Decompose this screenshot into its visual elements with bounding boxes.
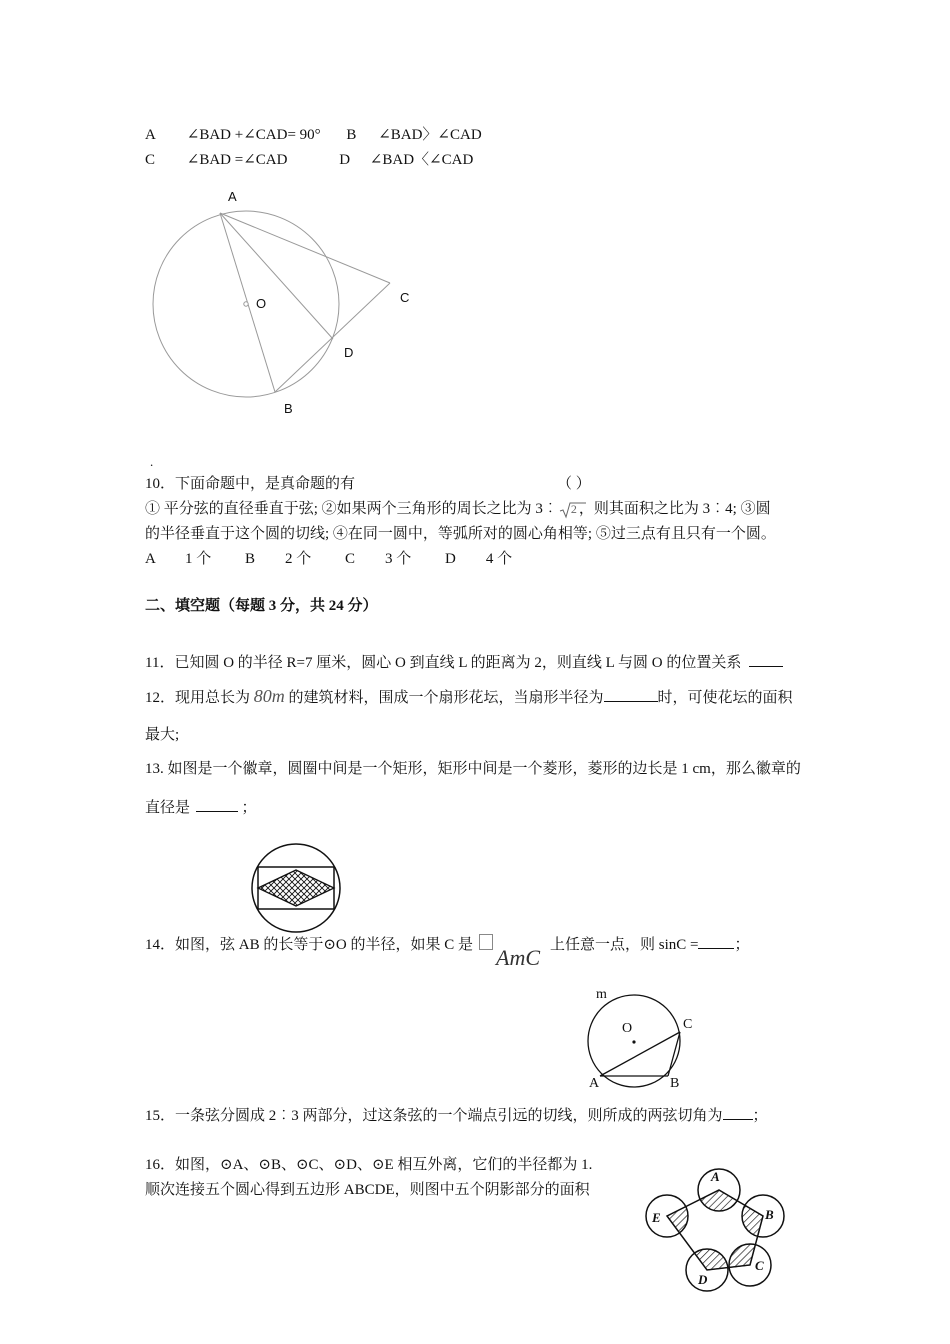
q16-shaded-sector-d: [695, 1249, 728, 1270]
q14-text-a: 14．如图，弦 AB 的长等于⊙O 的半径，如果 C 是: [145, 937, 473, 953]
q13-text-a: 13. 如图是一个徽章，圆圈中间是一个矩形，矩形中间是一个菱形，菱形的边长是 1 cm，那么徽章的: [145, 761, 801, 777]
q9-option-b-text: ∠BAD〉∠CAD: [378, 127, 482, 143]
q9-option-c-text: ∠BAD =∠CAD: [186, 152, 288, 168]
q14-arc-label: AmC: [496, 945, 540, 970]
q12-text-d: 最大;: [145, 727, 180, 743]
q9-dot: .: [150, 454, 154, 469]
q9-option-c-letter: C: [145, 152, 156, 168]
q16-line1: 16．如图，⊙A、⊙B、⊙C、⊙D、⊙E 相互外离，它们的半径都为 1.: [145, 1157, 593, 1173]
q10-option-b: B 2 个: [245, 551, 312, 567]
q9-option-d-text: ∠BAD〈∠CAD: [369, 152, 474, 168]
q12-math: 80m: [253, 686, 285, 706]
q16-shaded-sector-a: [700, 1190, 737, 1211]
q13-text-c: ；: [241, 800, 257, 816]
q14-text-c: ；: [734, 937, 750, 953]
q10-option-c: C 3 个: [345, 551, 412, 567]
q14-label-a: A: [589, 1076, 600, 1091]
q9-option-d-letter: D: [339, 152, 351, 168]
q16-label-a: A: [711, 1169, 720, 1184]
q11-text: 11．已知圆 O 的半径 R=7 厘米，圆心 O 到直线 L 的距离为 2，则直线 L 与圆 O 的位置关系: [145, 655, 742, 671]
q10-line2: 的半径垂直于这个圆的切线; ④在同一圆中，等弧所对的圆心角相等; ⑤过三点有且只有一个圆。: [145, 526, 776, 542]
q16-label-c: C: [755, 1258, 764, 1273]
q12-text-c: 时，可使花坛的面积: [657, 690, 793, 706]
section-title: 二、填空题（每题 3 分，共 24 分）: [145, 598, 378, 614]
q9-label-b: B: [284, 401, 293, 416]
q10-option-a: A 1 个: [145, 551, 212, 567]
q16-label-b: B: [765, 1207, 774, 1222]
q16-shaded-sector-b: [742, 1205, 763, 1236]
q16-label-d: D: [698, 1272, 708, 1287]
q9-option-b-letter: B: [346, 127, 357, 143]
q9-label-a: A: [228, 189, 237, 204]
q14-text-b: 上任意一点，则 sinC =: [550, 937, 699, 953]
q9-label-d: D: [344, 345, 354, 360]
q14-label-b: B: [670, 1076, 680, 1091]
q16-shaded-sector-e: [667, 1207, 688, 1233]
q9-label-c: C: [400, 290, 410, 305]
q12-text-a: 12．现用总长为: [145, 690, 251, 706]
q9-label-o: O: [256, 296, 267, 311]
q16-label-e: E: [652, 1210, 661, 1225]
q16-shaded-sector-c: [729, 1244, 755, 1267]
q10-sqrt-number: 2: [570, 502, 577, 516]
q15-text-a: 15．一条弦分圆成 2︰3 两部分，过这条弦的一个端点引远的切线，则所成的两弦切角为: [145, 1108, 723, 1124]
q10-line1-part-b: ，则其面积之比为 3︰4; ③圆: [578, 501, 771, 517]
q12-text-b: 的建筑材料，围成一个扇形花坛，当扇形半径为: [288, 690, 604, 706]
q10-option-d: D 4 个: [445, 551, 513, 567]
q16-line2: 顺次连接五个圆心得到五边形 ABCDE，则图中五个阴影部分的面积: [145, 1182, 590, 1198]
q9-option-a-letter: A: [145, 127, 156, 143]
q10-answer-paren: （ ）: [557, 476, 591, 492]
q10-stem-text: 10．下面命题中，是真命题的有: [145, 476, 356, 492]
q14-label-o: O: [622, 1021, 633, 1036]
q10-line1-part-a: ① 平分弦的直径垂直于弦; ②如果两个三角形的周长之比为 3︰: [145, 501, 558, 517]
q15-text-b: ；: [752, 1108, 768, 1124]
q13-text-b: 直径是: [145, 800, 191, 816]
q9-option-a-text: ∠BAD +∠CAD= 90°: [186, 127, 321, 143]
q14-label-c: C: [683, 1017, 693, 1032]
q14-label-m: m: [596, 987, 607, 1002]
